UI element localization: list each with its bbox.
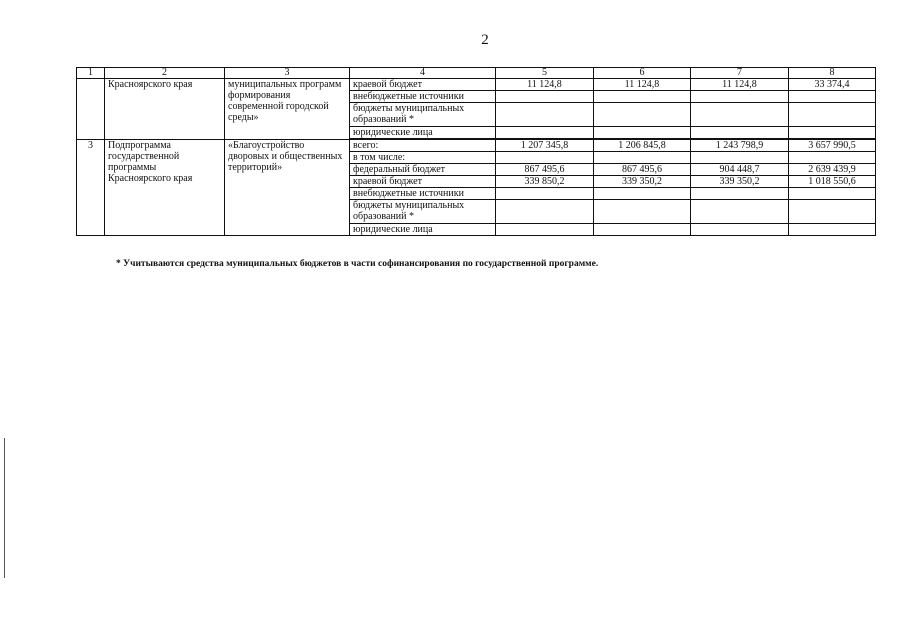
value-cell [496,188,594,200]
header-cell: 7 [691,68,789,79]
value-cell [594,200,691,224]
header-cell: 3 [225,68,350,79]
table-row [77,140,876,152]
funding-source-cell: всего: [350,140,496,152]
value-cell [496,224,594,236]
value-cell [789,127,876,139]
scan-margin-line [4,438,5,578]
value-cell: 867 495,6 [594,164,691,176]
value-cell: 339 350,2 [691,176,789,188]
value-cell [496,91,594,103]
funding-source-cell: федеральный бюджет [350,164,496,176]
value-cell [496,127,594,139]
value-cell [496,103,594,127]
value-cell [691,224,789,236]
value-cell: 339 850,2 [496,176,594,188]
value-cell [691,188,789,200]
value-cell: 1 018 550,6 [789,176,876,188]
value-cell [789,200,876,224]
value-cell [789,224,876,236]
table-header-row [77,68,876,79]
value-cell: 904 448,7 [691,164,789,176]
header-cell: 2 [105,68,225,79]
value-cell: 2 639 439,9 [789,164,876,176]
funding-source-cell: краевой бюджет [350,79,496,91]
header-cell: 4 [350,68,496,79]
funding-source-cell: бюджеты муниципальных образований * [350,200,496,224]
funding-source-cell: юридические лица [350,224,496,236]
value-cell [789,188,876,200]
value-cell [691,127,789,139]
value-cell: 1 207 345,8 [496,140,594,152]
value-cell [789,152,876,164]
header-cell: 6 [594,68,691,79]
header-cell: 5 [496,68,594,79]
value-cell: 1 243 798,9 [691,140,789,152]
value-cell [496,200,594,224]
value-cell [594,127,691,139]
value-cell [594,152,691,164]
value-cell [691,103,789,127]
value-cell: 11 124,8 [496,79,594,91]
header-cell: 1 [77,68,105,79]
value-cell [691,152,789,164]
page-number: 2 [481,32,489,48]
funding-source-cell: бюджеты муниципальных образований * [350,103,496,127]
program-title-cell: «Благоустройство дворовых и общественных территорий» [225,140,350,236]
value-cell: 339 350,2 [594,176,691,188]
value-cell [789,91,876,103]
value-cell [789,103,876,127]
value-cell: 3 657 990,5 [789,140,876,152]
program-name-cell: Красноярского края [105,79,225,140]
row-number-cell: 3 [77,140,105,236]
funding-source-cell: внебюджетные источники [350,91,496,103]
value-cell [691,91,789,103]
value-cell [496,152,594,164]
funding-source-cell: в том числе: [350,152,496,164]
value-cell: 33 374,4 [789,79,876,91]
value-cell [594,188,691,200]
footnote: * Учитываются средства муниципальных бюджетов в части софинансирования по государственной программе. [116,259,599,269]
program-name-cell: Подпрограмма государственной программы Красноярского края [105,140,225,236]
header-cell: 8 [789,68,876,79]
program-title-cell: муниципальных программ формирования современной городской среды» [225,79,350,140]
value-cell: 1 206 845,8 [594,140,691,152]
table-row [77,79,876,91]
value-cell [594,91,691,103]
funding-source-cell: внебюджетные источники [350,188,496,200]
funding-source-cell: краевой бюджет [350,176,496,188]
value-cell [594,103,691,127]
value-cell: 11 124,8 [594,79,691,91]
value-cell [691,200,789,224]
value-cell [594,224,691,236]
value-cell: 867 495,6 [496,164,594,176]
row-number-cell [77,79,105,140]
value-cell: 11 124,8 [691,79,789,91]
budget-table [76,67,876,236]
funding-source-cell: юридические лица [350,127,496,139]
